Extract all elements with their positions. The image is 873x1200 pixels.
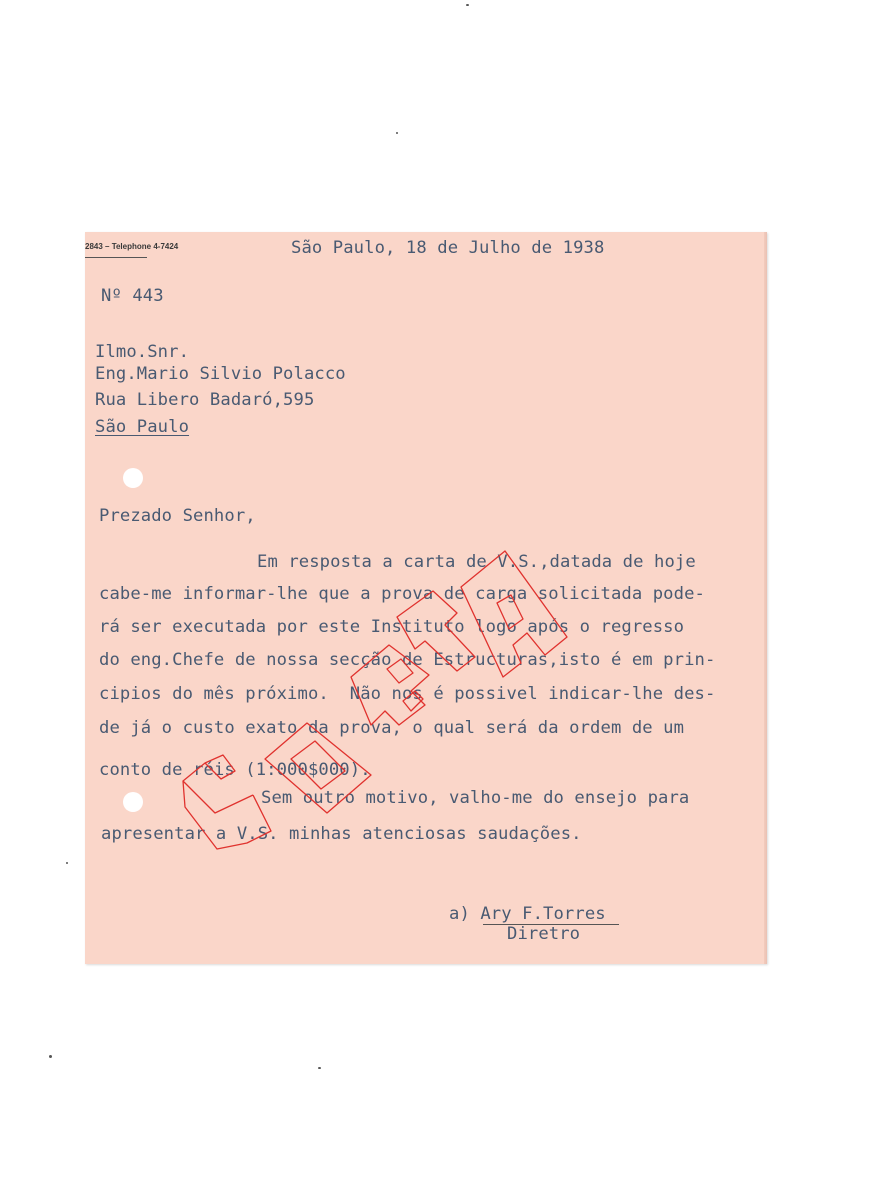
- salutation: Prezado Senhor,: [99, 506, 256, 526]
- signature-name: a) Ary F.Torres: [449, 904, 606, 924]
- body-line-8: Sem outro motivo, valho-me do ensejo para: [261, 788, 690, 808]
- speck: [396, 132, 398, 134]
- body-line-5: cipios do mês próximo. Não nos é possivel indicar-lhe des-: [99, 684, 716, 704]
- speck: [49, 1055, 52, 1058]
- body-line-1: Em resposta a carta de V.S.,datada de hoje: [257, 552, 696, 572]
- signature-title: Diretro: [507, 924, 581, 944]
- speck: [466, 4, 469, 6]
- speck: [66, 862, 68, 864]
- body-line-3: rá ser executada por este Instituto logo após o regresso: [99, 617, 685, 637]
- address-line-2: Eng.Mario Silvio Polacco: [95, 364, 346, 384]
- address-line-1: Ilmo.Snr.: [95, 342, 190, 362]
- body-line-2: cabe-me informar-lhe que a prova de carga solicitada pode-: [99, 584, 705, 604]
- letter-paper: [85, 232, 767, 964]
- letterhead-phone: 2843 – Telephone 4-7424: [85, 242, 179, 251]
- paper-edge: [764, 232, 767, 964]
- letter-number: Nº 443: [101, 286, 164, 306]
- speck: [318, 1067, 321, 1069]
- punch-hole-top: [123, 468, 143, 488]
- body-line-6: de já o custo exato da prova, o qual será da ordem de um: [99, 718, 685, 738]
- punch-hole-bottom: [123, 792, 143, 812]
- body-line-9: apresentar a V.S. minhas atenciosas saudações.: [101, 824, 582, 844]
- body-line-4: do eng.Chefe de nossa secção de Estructuras,isto é em prin-: [99, 650, 716, 670]
- place-date: São Paulo, 18 de Julho de 1938: [291, 238, 605, 258]
- letterhead-rule: [85, 257, 147, 258]
- address-line-3: Rua Libero Badaró,595: [95, 390, 315, 410]
- address-city: São Paulo: [95, 417, 190, 437]
- body-line-7: conto de réis (1:000$000).: [99, 760, 371, 780]
